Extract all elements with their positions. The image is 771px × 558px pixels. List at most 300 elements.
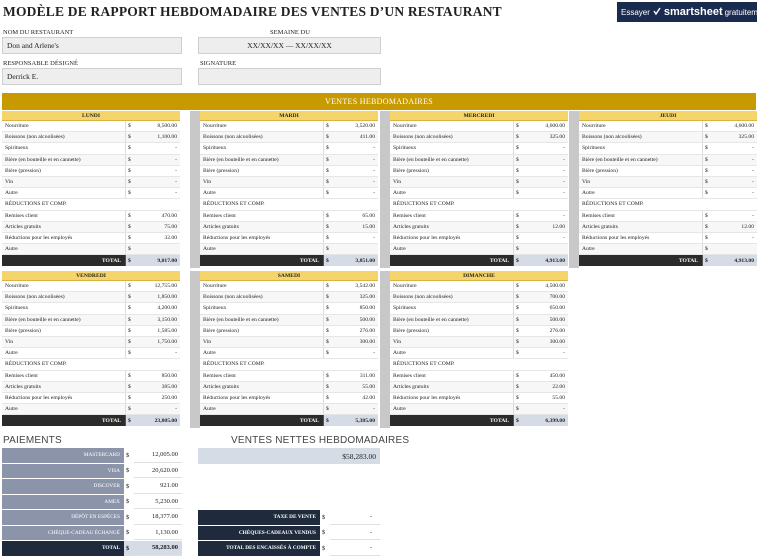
table-row [390, 315, 568, 326]
reductions-section-header [200, 359, 378, 370]
row-label: Remises client [579, 211, 703, 221]
day-header: MARDI [200, 111, 378, 121]
table-row [2, 244, 180, 255]
payment-row [2, 448, 182, 464]
currency-symbol: $ [326, 327, 329, 334]
currency-symbol: $ [128, 134, 131, 141]
currency-symbol: $ [128, 246, 131, 253]
payment-amount[interactable]: 12,005.00 [134, 448, 182, 463]
table-row [579, 211, 757, 222]
day-table-mercredi [390, 111, 568, 266]
row-amount[interactable]: 55.00 [552, 394, 565, 401]
row-amount[interactable]: - [373, 406, 375, 413]
row-label: Articles gratuits [200, 222, 324, 232]
row-label: Autre [579, 188, 703, 198]
currency-symbol: $ [516, 134, 519, 141]
row-amount[interactable]: 300.00 [359, 339, 375, 346]
page-title: MODÈLE DE RAPPORT HEBDOMADAIRE DES VENTES D’UN RESTAURANT [3, 4, 502, 19]
row-label: Remises client [390, 211, 514, 221]
row-amount[interactable]: - [373, 167, 375, 174]
currency-symbol: $ [324, 415, 334, 426]
table-row [390, 348, 568, 359]
tax-label: TOTAL DES ENCAISSÉS À COMPTE [198, 541, 320, 556]
currency-symbol: $ [326, 156, 329, 163]
row-amount[interactable]: 15.00 [362, 223, 375, 230]
currency-symbol: $ [126, 255, 136, 266]
row-amount[interactable]: 325.00 [549, 134, 565, 141]
row-amount[interactable]: - [752, 190, 754, 197]
table-row [390, 143, 568, 154]
currency-symbol: $ [516, 123, 519, 130]
currency-symbol: $ [326, 234, 329, 241]
row-label: Autre [2, 244, 126, 254]
row-amount[interactable]: 8,500.00 [157, 123, 177, 130]
row-label: Nourriture [200, 281, 324, 291]
section-label: RÉDUCTIONS ET COMP. [203, 361, 265, 368]
row-amount[interactable]: - [563, 190, 565, 197]
row-label: Bière (en bouteille et en cannette) [200, 155, 324, 165]
table-row [2, 348, 180, 359]
row-amount[interactable]: 300.00 [549, 339, 565, 346]
table-row [579, 188, 757, 199]
payment-total-label: TOTAL [2, 541, 124, 556]
row-amount[interactable]: - [752, 145, 754, 152]
row-amount[interactable]: 4,600.00 [545, 123, 565, 130]
checkmark-logo-icon [653, 7, 661, 18]
table-row [390, 292, 568, 303]
table-row [200, 303, 378, 314]
row-amount[interactable]: - [752, 179, 754, 186]
row-amount[interactable]: - [563, 145, 565, 152]
row-label: Bière (en bouteille et en cannette) [2, 315, 126, 325]
row-label: Nourriture [390, 121, 514, 131]
table-row [2, 281, 180, 292]
currency-symbol: $ [516, 145, 519, 152]
currency-symbol: $ [128, 283, 131, 290]
row-amount[interactable]: 55.00 [362, 383, 375, 390]
currency-symbol: $ [326, 383, 329, 390]
currency-symbol: $ [128, 305, 131, 312]
row-amount[interactable]: - [175, 190, 177, 197]
reductions-section-header [2, 359, 180, 370]
table-row [579, 222, 757, 233]
total-row [2, 255, 180, 266]
table-row [2, 143, 180, 154]
table-row [2, 326, 180, 337]
table-row [2, 233, 180, 244]
currency-symbol: $ [516, 327, 519, 334]
payments-title: PAIEMENTS [3, 435, 62, 446]
row-amount[interactable]: 450.00 [549, 372, 565, 379]
table-row [390, 222, 568, 233]
row-amount[interactable]: 3,542.00 [355, 283, 375, 290]
currency-symbol: $ [516, 294, 519, 301]
tax-amount[interactable]: - [330, 510, 380, 525]
row-label: Autre [390, 348, 514, 358]
table-row [2, 222, 180, 233]
row-amount[interactable]: 250.00 [161, 394, 177, 401]
table-row [200, 404, 378, 415]
table-row [2, 166, 180, 177]
tax-table [198, 510, 380, 557]
row-amount[interactable]: 470.00 [161, 212, 177, 219]
row-amount[interactable]: - [175, 406, 177, 413]
total-label: TOTAL [2, 255, 126, 266]
currency-symbol: $ [128, 234, 131, 241]
row-label: Bière (pression) [579, 166, 703, 176]
table-row [579, 166, 757, 177]
reductions-section-header [200, 199, 378, 210]
row-amount[interactable]: 311.00 [359, 372, 375, 379]
total-amount: 3,851.00 [334, 255, 378, 266]
row-label: Bière (en bouteille et en cannette) [200, 315, 324, 325]
table-row [200, 166, 378, 177]
row-amount[interactable]: 65.00 [362, 212, 375, 219]
table-row [579, 233, 757, 244]
currency-symbol: $ [516, 406, 519, 413]
currency-symbol: $ [126, 482, 130, 490]
currency-symbol: $ [516, 350, 519, 357]
row-amount[interactable]: - [752, 212, 754, 219]
row-label: Bière (en bouteille et en cannette) [390, 315, 514, 325]
table-row [200, 292, 378, 303]
signature-field[interactable] [198, 68, 381, 85]
currency-symbol: $ [326, 294, 329, 301]
table-row [390, 281, 568, 292]
currency-symbol: $ [128, 383, 131, 390]
total-amount: 23,805.00 [136, 415, 180, 426]
row-label: Réductions pour les employés [2, 393, 126, 403]
row-label: Boissons (non alcoolisées) [200, 292, 324, 302]
row-amount[interactable]: 850.00 [161, 372, 177, 379]
total-label: TOTAL [200, 255, 324, 266]
currency-symbol: $ [326, 339, 329, 346]
tax-row [198, 526, 380, 542]
total-row [390, 415, 568, 426]
table-row [200, 337, 378, 348]
table-row [390, 244, 568, 255]
currency-symbol: $ [705, 223, 708, 230]
table-row [579, 132, 757, 143]
currency-symbol: $ [326, 305, 329, 312]
currency-symbol: $ [124, 541, 134, 556]
row-label: Vin [390, 177, 514, 187]
total-row [200, 255, 378, 266]
row-label: Articles gratuits [579, 222, 703, 232]
currency-symbol: $ [128, 212, 131, 219]
table-row [200, 281, 378, 292]
row-label: Autre [200, 188, 324, 198]
currency-symbol: $ [516, 212, 519, 219]
row-label: Bière (pression) [200, 326, 324, 336]
currency-symbol: $ [126, 529, 130, 537]
section-label: RÉDUCTIONS ET COMP. [5, 201, 67, 208]
table-row [390, 121, 568, 132]
row-amount[interactable]: 22.00 [552, 383, 565, 390]
tax-amount[interactable]: - [330, 541, 380, 556]
payment-row [2, 526, 182, 542]
signature-label: SIGNATURE [200, 60, 237, 67]
currency-symbol: $ [705, 167, 708, 174]
table-row [2, 337, 180, 348]
row-label: Autre [579, 244, 703, 254]
row-label: Bière (pression) [200, 166, 324, 176]
row-amount[interactable]: 12.00 [552, 223, 565, 230]
row-label: Nourriture [390, 281, 514, 291]
currency-symbol: $ [703, 255, 713, 266]
row-amount[interactable]: 325.00 [738, 134, 754, 141]
row-amount[interactable]: - [373, 145, 375, 152]
row-label: Autre [2, 348, 126, 358]
table-row [2, 371, 180, 382]
currency-symbol: $ [516, 156, 519, 163]
row-amount[interactable]: 32.00 [164, 234, 177, 241]
row-amount[interactable]: 850.00 [359, 305, 375, 312]
row-label: Autre [200, 404, 324, 414]
row-amount[interactable]: - [563, 167, 565, 174]
row-label: Réductions pour les employés [390, 393, 514, 403]
reductions-section-header [579, 199, 757, 210]
currency-symbol: $ [514, 255, 524, 266]
table-row [2, 132, 180, 143]
row-label: Autre [390, 188, 514, 198]
currency-symbol: $ [128, 406, 131, 413]
row-label: Articles gratuits [390, 222, 514, 232]
row-amount[interactable]: - [373, 179, 375, 186]
day-header: LUNDI [2, 111, 180, 121]
currency-symbol: $ [516, 190, 519, 197]
payment-total-row [2, 541, 182, 557]
total-amount: 4,913.00 [713, 255, 757, 266]
row-amount[interactable]: - [563, 212, 565, 219]
week-label: SEMAINE DU [270, 29, 310, 36]
row-amount[interactable]: - [752, 234, 754, 241]
currency-symbol: $ [126, 415, 136, 426]
payment-amount[interactable]: 921.00 [134, 479, 182, 494]
day-table-dimanche [390, 271, 568, 426]
table-row [200, 393, 378, 404]
currency-symbol: $ [516, 339, 519, 346]
payment-amount[interactable]: 5,230.00 [134, 495, 182, 510]
restaurant-name-label: NOM DU RESTAURANT [3, 29, 74, 36]
row-amount[interactable]: - [175, 350, 177, 357]
row-amount[interactable]: - [563, 350, 565, 357]
table-row [579, 143, 757, 154]
currency-symbol: $ [126, 451, 130, 459]
table-row [390, 303, 568, 314]
table-row [390, 371, 568, 382]
row-amount[interactable]: 12,755.00 [154, 283, 177, 290]
row-amount[interactable]: - [563, 156, 565, 163]
payment-total-amount: 58,283.00 [134, 541, 182, 556]
gutter-2 [380, 111, 390, 268]
currency-symbol: $ [128, 327, 131, 334]
row-label: Vin [200, 337, 324, 347]
currency-symbol: $ [326, 350, 329, 357]
table-row [200, 188, 378, 199]
currency-symbol: $ [705, 134, 708, 141]
day-table-mardi [200, 111, 378, 266]
row-amount[interactable]: 411.00 [359, 134, 375, 141]
row-amount[interactable]: - [373, 350, 375, 357]
table-row [390, 326, 568, 337]
row-amount[interactable]: 3,150.00 [157, 316, 177, 323]
currency-symbol: $ [326, 372, 329, 379]
row-label: Autre [390, 244, 514, 254]
row-label: Remises client [200, 371, 324, 381]
smartsheet-trial-banner[interactable] [617, 2, 771, 22]
row-amount[interactable]: - [373, 234, 375, 241]
table-row [579, 177, 757, 188]
gutter-4 [190, 271, 200, 428]
row-amount[interactable]: 1,750.00 [157, 339, 177, 346]
row-label: Remises client [200, 211, 324, 221]
currency-symbol: $ [326, 145, 329, 152]
row-label: Articles gratuits [2, 222, 126, 232]
brand-prefix: Essayer [621, 7, 650, 17]
currency-symbol: $ [705, 156, 708, 163]
table-row [390, 132, 568, 143]
total-label: TOTAL [390, 415, 514, 426]
reductions-section-header [2, 199, 180, 210]
gutter-3 [569, 111, 579, 268]
table-row [390, 155, 568, 166]
table-row [200, 315, 378, 326]
week-field[interactable]: XX/XX/XX — XX/XX/XX [198, 37, 381, 54]
row-amount[interactable]: 4,500.00 [545, 283, 565, 290]
row-label: Spiritueux [200, 143, 324, 153]
row-label: Boissons (non alcoolisées) [2, 292, 126, 302]
row-amount[interactable]: - [373, 156, 375, 163]
row-amount[interactable]: 325.00 [359, 294, 375, 301]
restaurant-name-field[interactable]: Don and Arlene's [2, 37, 182, 54]
tax-amount[interactable]: - [330, 526, 380, 541]
currency-symbol: $ [514, 415, 524, 426]
day-header: SAMEDI [200, 271, 378, 281]
row-amount[interactable]: - [175, 167, 177, 174]
total-label: TOTAL [2, 415, 126, 426]
row-label: Vin [200, 177, 324, 187]
net-sales-value[interactable]: $58,283.00 [198, 448, 380, 464]
row-amount[interactable]: - [752, 167, 754, 174]
row-label: Nourriture [2, 121, 126, 131]
row-amount[interactable]: 276.00 [359, 327, 375, 334]
row-amount[interactable]: 4,600.00 [734, 123, 754, 130]
row-label: Vin [579, 177, 703, 187]
row-amount[interactable]: - [563, 406, 565, 413]
tax-label: TAXE DE VENTE [198, 510, 320, 525]
currency-symbol: $ [705, 212, 708, 219]
table-row [579, 244, 757, 255]
row-label: Réductions pour les employés [2, 233, 126, 243]
payment-amount[interactable]: 20,620.00 [134, 464, 182, 479]
payment-label: VISA [2, 464, 124, 479]
row-amount[interactable]: - [175, 145, 177, 152]
payment-row [2, 510, 182, 526]
payment-label: MASTERCARD [2, 448, 124, 463]
section-label: RÉDUCTIONS ET COMP. [393, 361, 455, 368]
total-amount: 6,399.00 [524, 415, 568, 426]
row-amount[interactable]: - [563, 179, 565, 186]
total-row [200, 415, 378, 426]
payment-amount[interactable]: 1,130.00 [134, 526, 182, 541]
row-amount[interactable]: - [373, 190, 375, 197]
row-label: Boissons (non alcoolisées) [390, 292, 514, 302]
table-row [579, 155, 757, 166]
row-amount[interactable]: 500.00 [359, 316, 375, 323]
row-amount[interactable]: 385.00 [161, 383, 177, 390]
row-amount[interactable]: 12.00 [741, 223, 754, 230]
table-row [390, 188, 568, 199]
row-label: Articles gratuits [390, 382, 514, 392]
row-label: Nourriture [200, 121, 324, 131]
row-label: Autre [2, 404, 126, 414]
row-amount[interactable]: - [752, 156, 754, 163]
row-label: Spiritueux [2, 303, 126, 313]
row-label: Réductions pour les employés [200, 233, 324, 243]
currency-symbol: $ [326, 316, 329, 323]
currency-symbol: $ [322, 529, 326, 537]
currency-symbol: $ [322, 513, 326, 521]
row-label: Nourriture [2, 281, 126, 291]
weekly-sales-banner: VENTES HEBDOMADAIRES [2, 93, 756, 110]
row-amount[interactable]: 500.00 [549, 316, 565, 323]
row-amount[interactable]: 1,585.00 [157, 327, 177, 334]
currency-symbol: $ [326, 212, 329, 219]
row-amount[interactable]: 3,520.00 [355, 123, 375, 130]
row-amount[interactable]: - [175, 156, 177, 163]
row-amount[interactable]: 75.00 [164, 223, 177, 230]
currency-symbol: $ [705, 145, 708, 152]
currency-symbol: $ [126, 467, 130, 475]
table-row [200, 222, 378, 233]
day-header: DIMANCHE [390, 271, 568, 281]
row-label: Réductions pour les employés [390, 233, 514, 243]
currency-symbol: $ [326, 283, 329, 290]
row-amount[interactable]: - [563, 234, 565, 241]
currency-symbol: $ [326, 167, 329, 174]
row-amount[interactable]: 700.00 [549, 294, 565, 301]
currency-symbol: $ [128, 339, 131, 346]
row-label: Articles gratuits [200, 382, 324, 392]
row-amount[interactable]: 42.00 [362, 394, 375, 401]
table-row [200, 121, 378, 132]
currency-symbol: $ [126, 498, 130, 506]
row-amount[interactable]: - [175, 179, 177, 186]
row-label: Bière (en bouteille et en cannette) [579, 155, 703, 165]
row-label: Remises client [390, 371, 514, 381]
row-label: Boissons (non alcoolisées) [390, 132, 514, 142]
row-amount[interactable]: 276.00 [549, 327, 565, 334]
table-row [390, 233, 568, 244]
row-amount[interactable]: 1,100.00 [157, 134, 177, 141]
row-amount[interactable]: 650.00 [549, 305, 565, 312]
total-amount: 5,385.00 [334, 415, 378, 426]
row-amount[interactable]: 1,850.00 [157, 294, 177, 301]
row-amount[interactable]: 4,200.00 [157, 305, 177, 312]
table-row [200, 233, 378, 244]
total-amount: 4,913.00 [524, 255, 568, 266]
day-header: MERCREDI [390, 111, 568, 121]
manager-field[interactable]: Derrick E. [2, 68, 182, 85]
table-row [2, 177, 180, 188]
currency-symbol: $ [516, 179, 519, 186]
payment-amount[interactable]: 18,377.00 [134, 510, 182, 525]
row-label: Articles gratuits [2, 382, 126, 392]
payment-label: DISCOVER [2, 479, 124, 494]
row-label: Spiritueux [390, 303, 514, 313]
day-table-vendredi [2, 271, 180, 426]
